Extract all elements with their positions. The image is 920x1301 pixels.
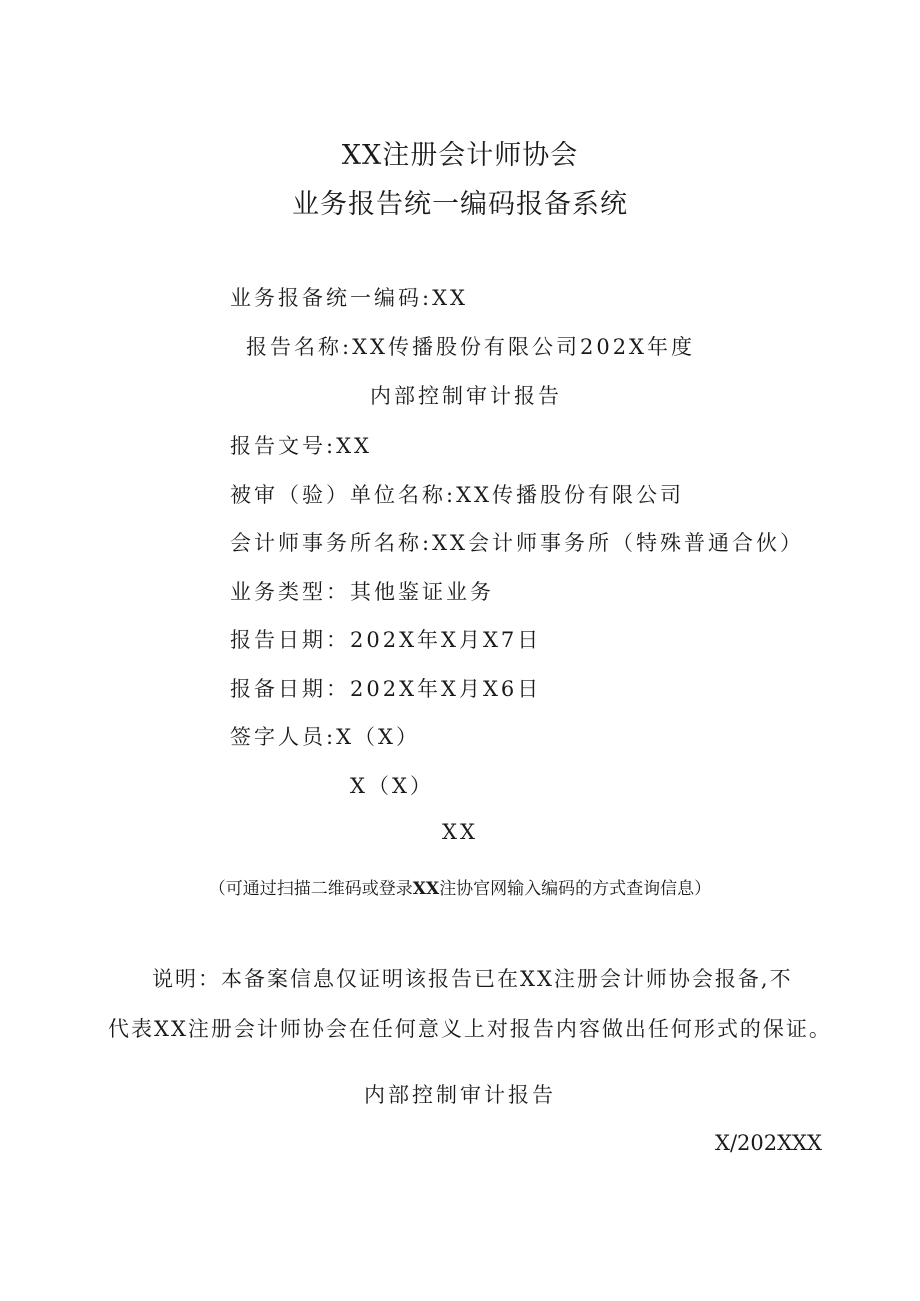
field-audited-unit: 被审（验）单位名称:XX传播股份有限公司 <box>230 483 684 507</box>
field-signers-cont: X（X） <box>350 774 434 798</box>
query-note-suffix: 注协官网输入编码的方式查询信息） <box>439 879 712 899</box>
query-note-bold: XX <box>412 879 440 899</box>
field-business-type: 业务类型：其他鉴证业务 <box>230 580 494 604</box>
field-report-name-cont: 内部控制审计报告 <box>370 384 562 408</box>
field-unified-code: 业务报备统一编码:XX <box>230 286 468 310</box>
field-filing-date: 报备日期：202X年X月X6日 <box>230 677 542 701</box>
query-note <box>0 874 920 899</box>
statement-line-1: 说明：本备案信息仅证明该报告已在XX注册会计师协会报备,不 <box>152 967 793 991</box>
field-report-name: 报告名称:XX传播股份有限公司202X年度 <box>246 335 696 359</box>
field-report-date: 报告日期：202X年X月X7日 <box>230 628 542 652</box>
header-association: XX注册会计师协会 <box>341 140 579 171</box>
report-title: 内部控制审计报告 <box>364 1083 556 1107</box>
query-note-prefix: （可通过扫描二维码或登录 <box>208 879 413 899</box>
field-accounting-firm: 会计师事务所名称:XX会计师事务所（特殊普通合伙） <box>230 531 804 555</box>
field-report-number: 报告文号:XX <box>230 434 372 458</box>
header-system: 业务报告统一编码报备系统 <box>292 189 628 220</box>
field-signers: 签字人员:X（X） <box>230 725 420 749</box>
qr-caption: XX <box>442 820 478 844</box>
report-number: X/202XXX <box>715 1131 822 1155</box>
statement-line-2: 代表XX注册会计师协会在任何意义上对报告内容做出任何形式的保证。 <box>108 1017 832 1041</box>
